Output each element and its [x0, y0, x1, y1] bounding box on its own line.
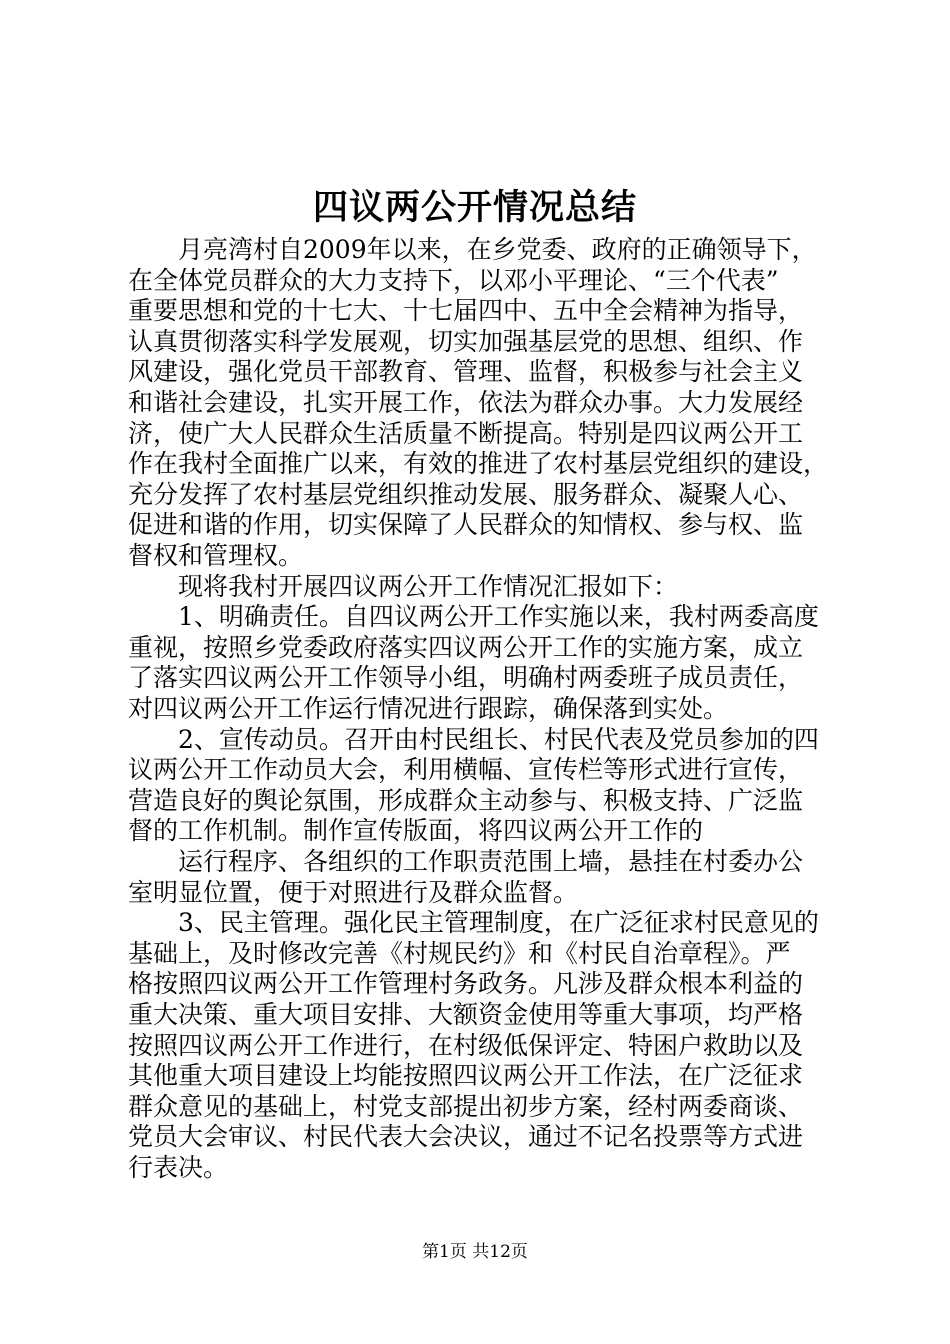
body-line: 按照四议两公开工作进行，在村级低保评定、特困户救助以及	[128, 1031, 804, 1060]
body-line: 风建设，强化党员干部教育、管理、监督，积极参与社会主义	[128, 357, 804, 386]
body-line: 充分发挥了农村基层党组织推动发展、服务群众、凝聚人心、	[128, 480, 804, 509]
body-line: 重视，按照乡党委政府落实四议两公开工作的实施方案，成立	[128, 633, 804, 662]
body-line: 和谐社会建设，扎实开展工作，依法为群众办事。大力发展经	[128, 388, 804, 417]
body-line: 督权和管理权。	[128, 541, 304, 570]
body-line: 2、宣传动员。召开由村民组长、村民代表及党员参加的四	[128, 725, 819, 754]
body-line: 议两公开工作动员大会，利用横幅、宣传栏等形式进行宣传，	[128, 755, 804, 784]
body-line: 重大决策、重大项目安排、大额资金使用等重大事项，均严格	[128, 1000, 804, 1029]
body-line: 行表决。	[128, 1153, 229, 1182]
body-line: 营造良好的舆论氛围，形成群众主动参与、积极支持、广泛监	[128, 786, 804, 815]
document-title: 四议两公开情况总结	[312, 187, 637, 228]
body-line: 认真贯彻落实科学发展观，切实加强基层党的思想、组织、作	[128, 327, 804, 356]
page-footer: 第1页 共12页	[422, 1242, 528, 1262]
body-line: 党员大会审议、村民代表大会决议，通过不记名投票等方式进	[128, 1122, 804, 1151]
body-line: 对四议两公开工作运行情况进行跟踪，确保落到实处。	[128, 694, 729, 723]
body-line: 月亮湾村自2009年以来，在乡党委、政府的正确领导下，	[128, 235, 817, 264]
body-line: 运行程序、各组织的工作职责范围上墙，悬挂在村委办公	[128, 847, 804, 876]
body-line: 在全体党员群众的大力支持下，以邓小平理论、“三个代表”	[128, 266, 779, 295]
body-line: 现将我村开展四议两公开工作情况汇报如下：	[128, 572, 679, 601]
body-line: 室明显位置，便于对照进行及群众监督。	[128, 878, 579, 907]
body-line: 重要思想和党的十七大、十七届四中、五中全会精神为指导，	[128, 296, 804, 325]
body-line: 作在我村全面推广以来，有效的推进了农村基层党组织的建设，	[128, 449, 829, 478]
body-line: 3、民主管理。强化民主管理制度，在广泛征求村民意见的	[128, 908, 819, 937]
body-line: 1、明确责任。自四议两公开工作实施以来，我村两委高度	[128, 602, 819, 631]
body-line: 群众意见的基础上，村党支部提出初步方案，经村两委商谈、	[128, 1092, 804, 1121]
body-line: 促进和谐的作用，切实保障了人民群众的知情权、参与权、监	[128, 510, 804, 539]
body-line: 基础上，及时修改完善《村规民约》和《村民自治章程》。严	[128, 939, 791, 968]
body-line: 格按照四议两公开工作管理村务政务。凡涉及群众根本利益的	[128, 969, 804, 998]
body-line: 了落实四议两公开工作领导小组，明确村两委班子成员责任，	[128, 663, 804, 692]
body-line: 济，使广大人民群众生活质量不断提高。特别是四议两公开工	[128, 419, 804, 448]
body-line: 其他重大项目建设上均能按照四议两公开工作法，在广泛征求	[128, 1061, 804, 1090]
body-line: 督的工作机制。制作宣传版面，将四议两公开工作的	[128, 816, 704, 845]
